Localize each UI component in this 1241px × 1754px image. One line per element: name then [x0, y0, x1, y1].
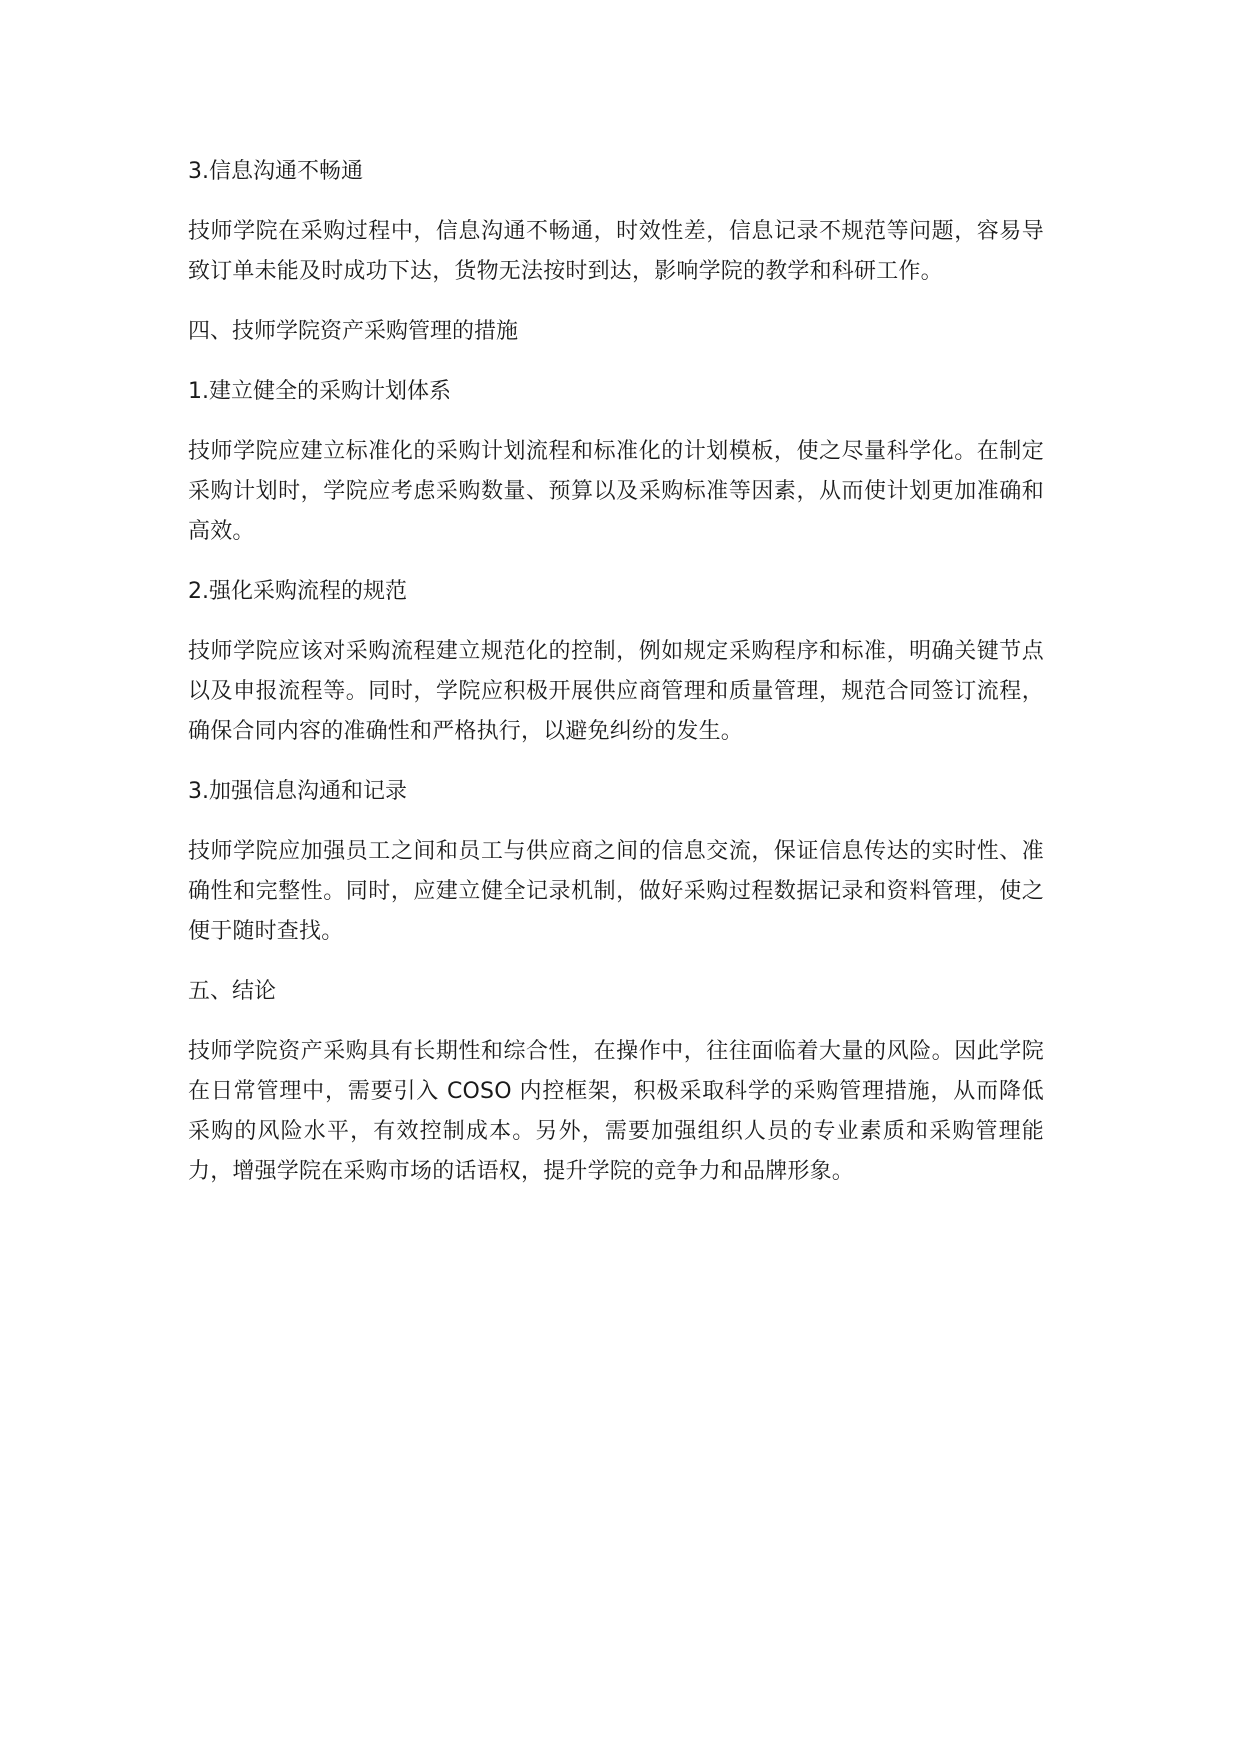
chapter-heading-conclusion: 五、结论	[188, 979, 277, 1004]
paragraph-procurement-plan: 技师学院应建立标准化的采购计划流程和标准化的计划模板，使之尽量科学化。在制定采购计划时，学院应考虑采购数量、预算以及采购标准等因素，从而使计划更加准确和高效。	[188, 439, 1044, 544]
section-heading-procurement-plan: 1.建立健全的采购计划体系	[188, 379, 451, 404]
section-heading-communication-records: 3.加强信息沟通和记录	[188, 779, 407, 804]
section-heading-process-standard: 2.强化采购流程的规范	[188, 579, 407, 604]
chapter-heading-measures: 四、技师学院资产采购管理的措施	[188, 319, 519, 344]
paragraph-conclusion: 技师学院资产采购具有长期性和综合性，在操作中，往往面临着大量的风险。因此学院在日常管理中，需要引入 COSO 内控框架，积极采取科学的采购管理措施，从而降低采购的风险水平，有效控制成本。另外，需要加强组织人员的专业素质和采购管理能力，增强学院在采购市场的话语权，提升学院的竞争力和品牌形象。	[188, 1039, 1044, 1184]
paragraph-process-standard: 技师学院应该对采购流程建立规范化的控制，例如规定采购程序和标准，明确关键节点以及申报流程等。同时，学院应积极开展供应商管理和质量管理，规范合同签订流程，确保合同内容的准确性和严格执行，以避免纠纷的发生。	[188, 639, 1044, 744]
document-body	[188, 152, 1044, 1212]
paragraph-communication-records: 技师学院应加强员工之间和员工与供应商之间的信息交流，保证信息传达的实时性、准确性和完整性。同时，应建立健全记录机制，做好采购过程数据记录和资料管理，使之便于随时查找。	[188, 839, 1044, 944]
section-heading-info-communication: 3.信息沟通不畅通	[188, 159, 363, 184]
paragraph-info-communication: 技师学院在采购过程中，信息沟通不畅通，时效性差，信息记录不规范等问题，容易导致订单未能及时成功下达，货物无法按时到达，影响学院的教学和科研工作。	[188, 219, 1044, 284]
